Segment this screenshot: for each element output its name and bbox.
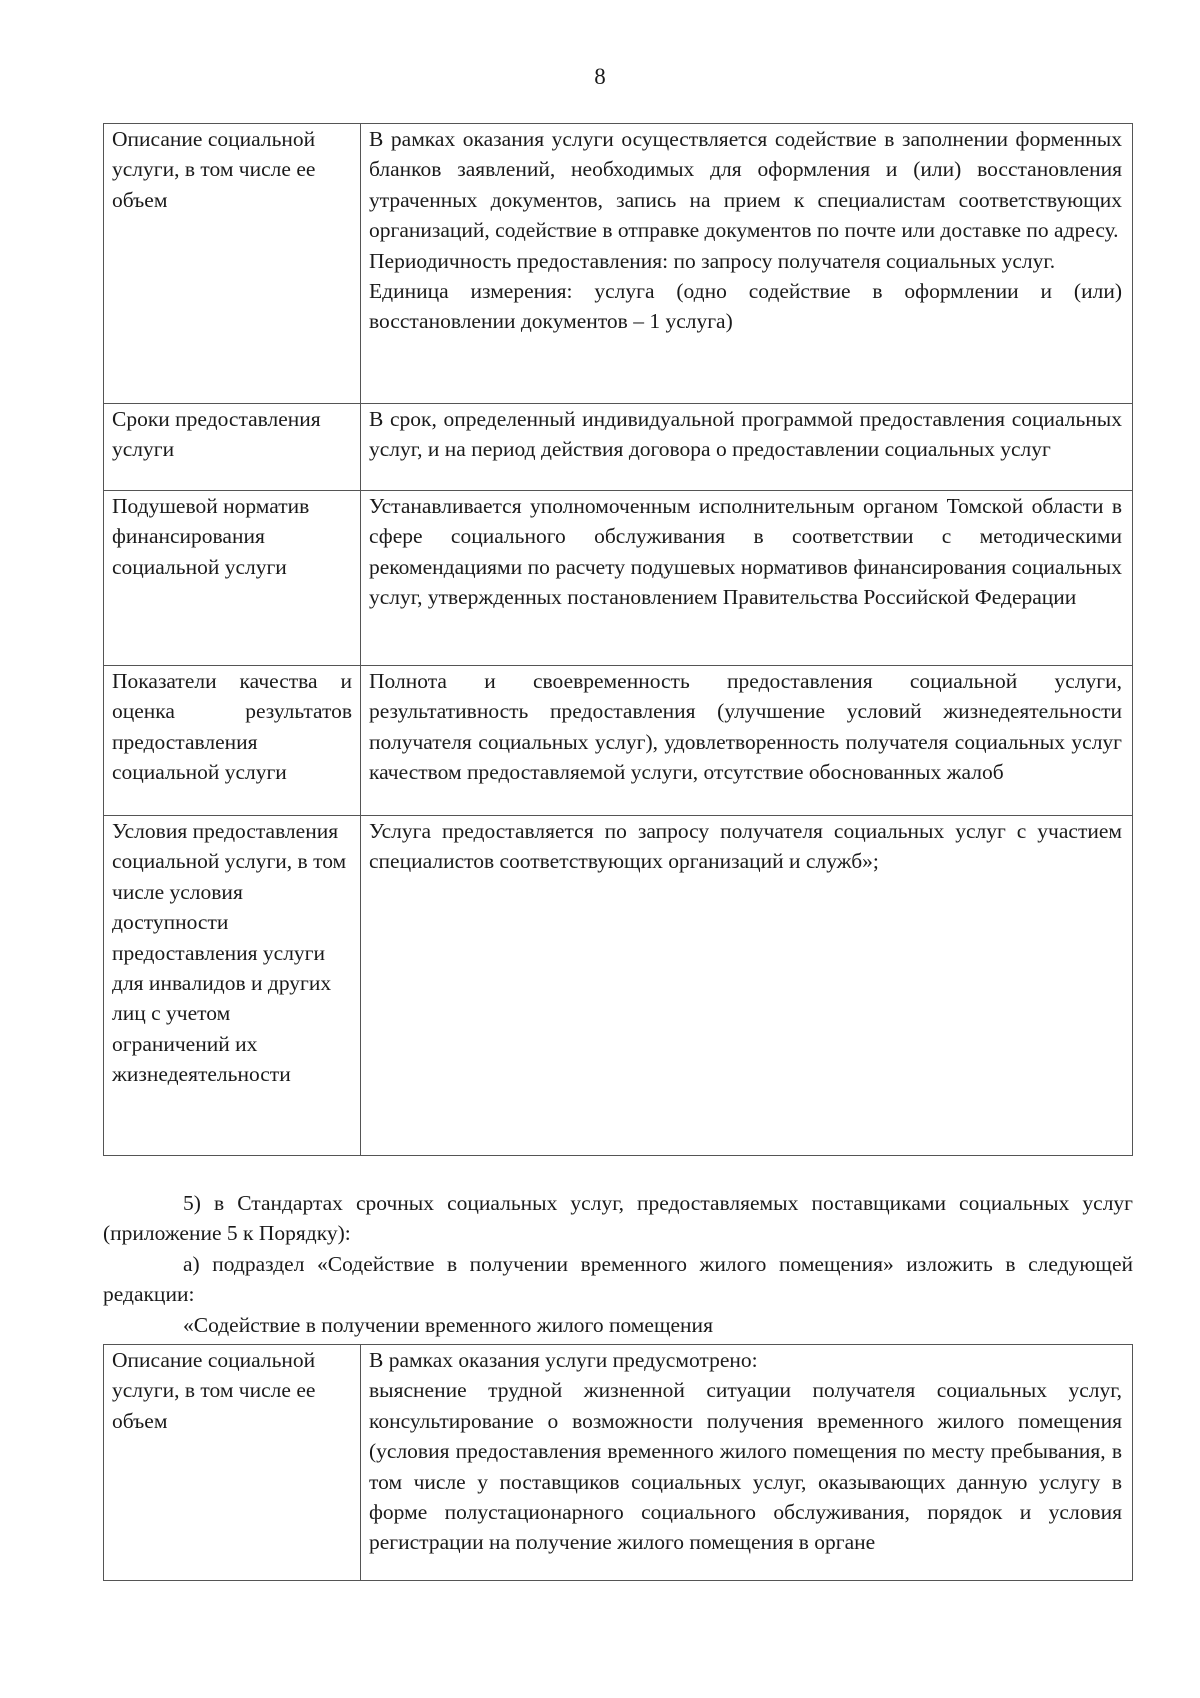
paragraph-item-5: 5) в Стандартах срочных социальных услуг, предоставляемых поставщиками социальных услуг (приложение 5 к Порядку):	[103, 1191, 1133, 1246]
row-content	[361, 404, 1133, 491]
table-row	[104, 1345, 1133, 1581]
row-label: Описание социальной услуги, в том числе ее объем	[104, 124, 361, 404]
service-standard-table-2	[103, 1344, 1133, 1581]
row-label: Сроки предоставления услуги	[104, 404, 361, 491]
row-paragraph: Услуга предоставляется по запросу получателя социальных услуг с участием специалистов соответствующих организаций и служб»;	[369, 819, 1122, 874]
row-paragraph: В срок, определенный индивидуальной программой предоставления социальных услуг, и на период действия договора о предоставлении социальных услуг	[369, 407, 1122, 462]
table-row	[104, 816, 1133, 1156]
page-number: 8	[594, 64, 606, 89]
row-content	[361, 1345, 1133, 1581]
table-row	[104, 404, 1133, 491]
row-label: Описание социальной услуги, в том числе ее объем	[104, 1345, 361, 1581]
row-paragraph: Периодичность предоставления: по запросу получателя социальных услуг.	[369, 248, 1056, 273]
row-content	[361, 491, 1133, 666]
row-label: Условия предоставления социальной услуги, в том числе условия доступности предоставления услуги для инвалидов и других лиц с учетом ограничений их жизнедеятельности	[104, 816, 361, 1156]
paragraph-item-a: а) подраздел «Содействие в получении временного жилого помещения» изложить в следующей редакции:	[103, 1252, 1133, 1307]
row-paragraph: Единица измерения: услуга (одно содействие в оформлении и (или) восстановлении документов – 1 услуга)	[369, 279, 1122, 334]
row-paragraph: Устанавливается уполномоченным исполнительным органом Томской области в сфере социального обслуживания в соответствии с методическими рекомендациями по расчету подушевых нормативов финансирования социальных услуг, утвержденных постановлением Правительства Российской Федерации	[369, 494, 1122, 610]
service-standard-table	[103, 123, 1133, 1156]
subsection-heading: «Содействие в получении временного жилого помещения	[183, 1313, 713, 1337]
table-row	[104, 666, 1133, 816]
table-row	[104, 124, 1133, 404]
row-content	[361, 816, 1133, 1156]
row-paragraph: В рамках оказания услуги осуществляется содействие в заполнении форменных бланков заявлений, необходимых для оформления и (или) восстановления утраченных документов, запись на прием к специалистам соответствующих организаций, содействие в отправке документов по почте или доставке по адресу.	[369, 127, 1122, 243]
row-content	[361, 124, 1133, 404]
row-label: Подушевой норматив финансирования социальной услуги	[104, 491, 361, 666]
table-row	[104, 491, 1133, 666]
row-paragraph: выяснение трудной жизненной ситуации получателя социальных услуг, консультирование о возможности получения временного жилого помещения (условия предоставления временного жилого помещения по месту пребывания, в том числе у поставщиков социальных услуг, оказывающих данную услугу в форме полустационарного социального обслуживания, порядок и условия регистрации на получение жилого помещения в органе	[369, 1378, 1122, 1555]
row-paragraph: Полнота и своевременность предоставления социальной услуги, результативность предоставления (улучшение условий жизнедеятельности получателя социальных услуг), удовлетворенность получателя социальных услуг качеством предоставляемой услуги, отсутствие обоснованных жалоб	[369, 669, 1122, 785]
row-label: Показатели качества и оценка результатов предоставления социальной услуги	[104, 666, 361, 816]
row-content	[361, 666, 1133, 816]
row-paragraph: В рамках оказания услуги предусмотрено:	[369, 1348, 758, 1372]
